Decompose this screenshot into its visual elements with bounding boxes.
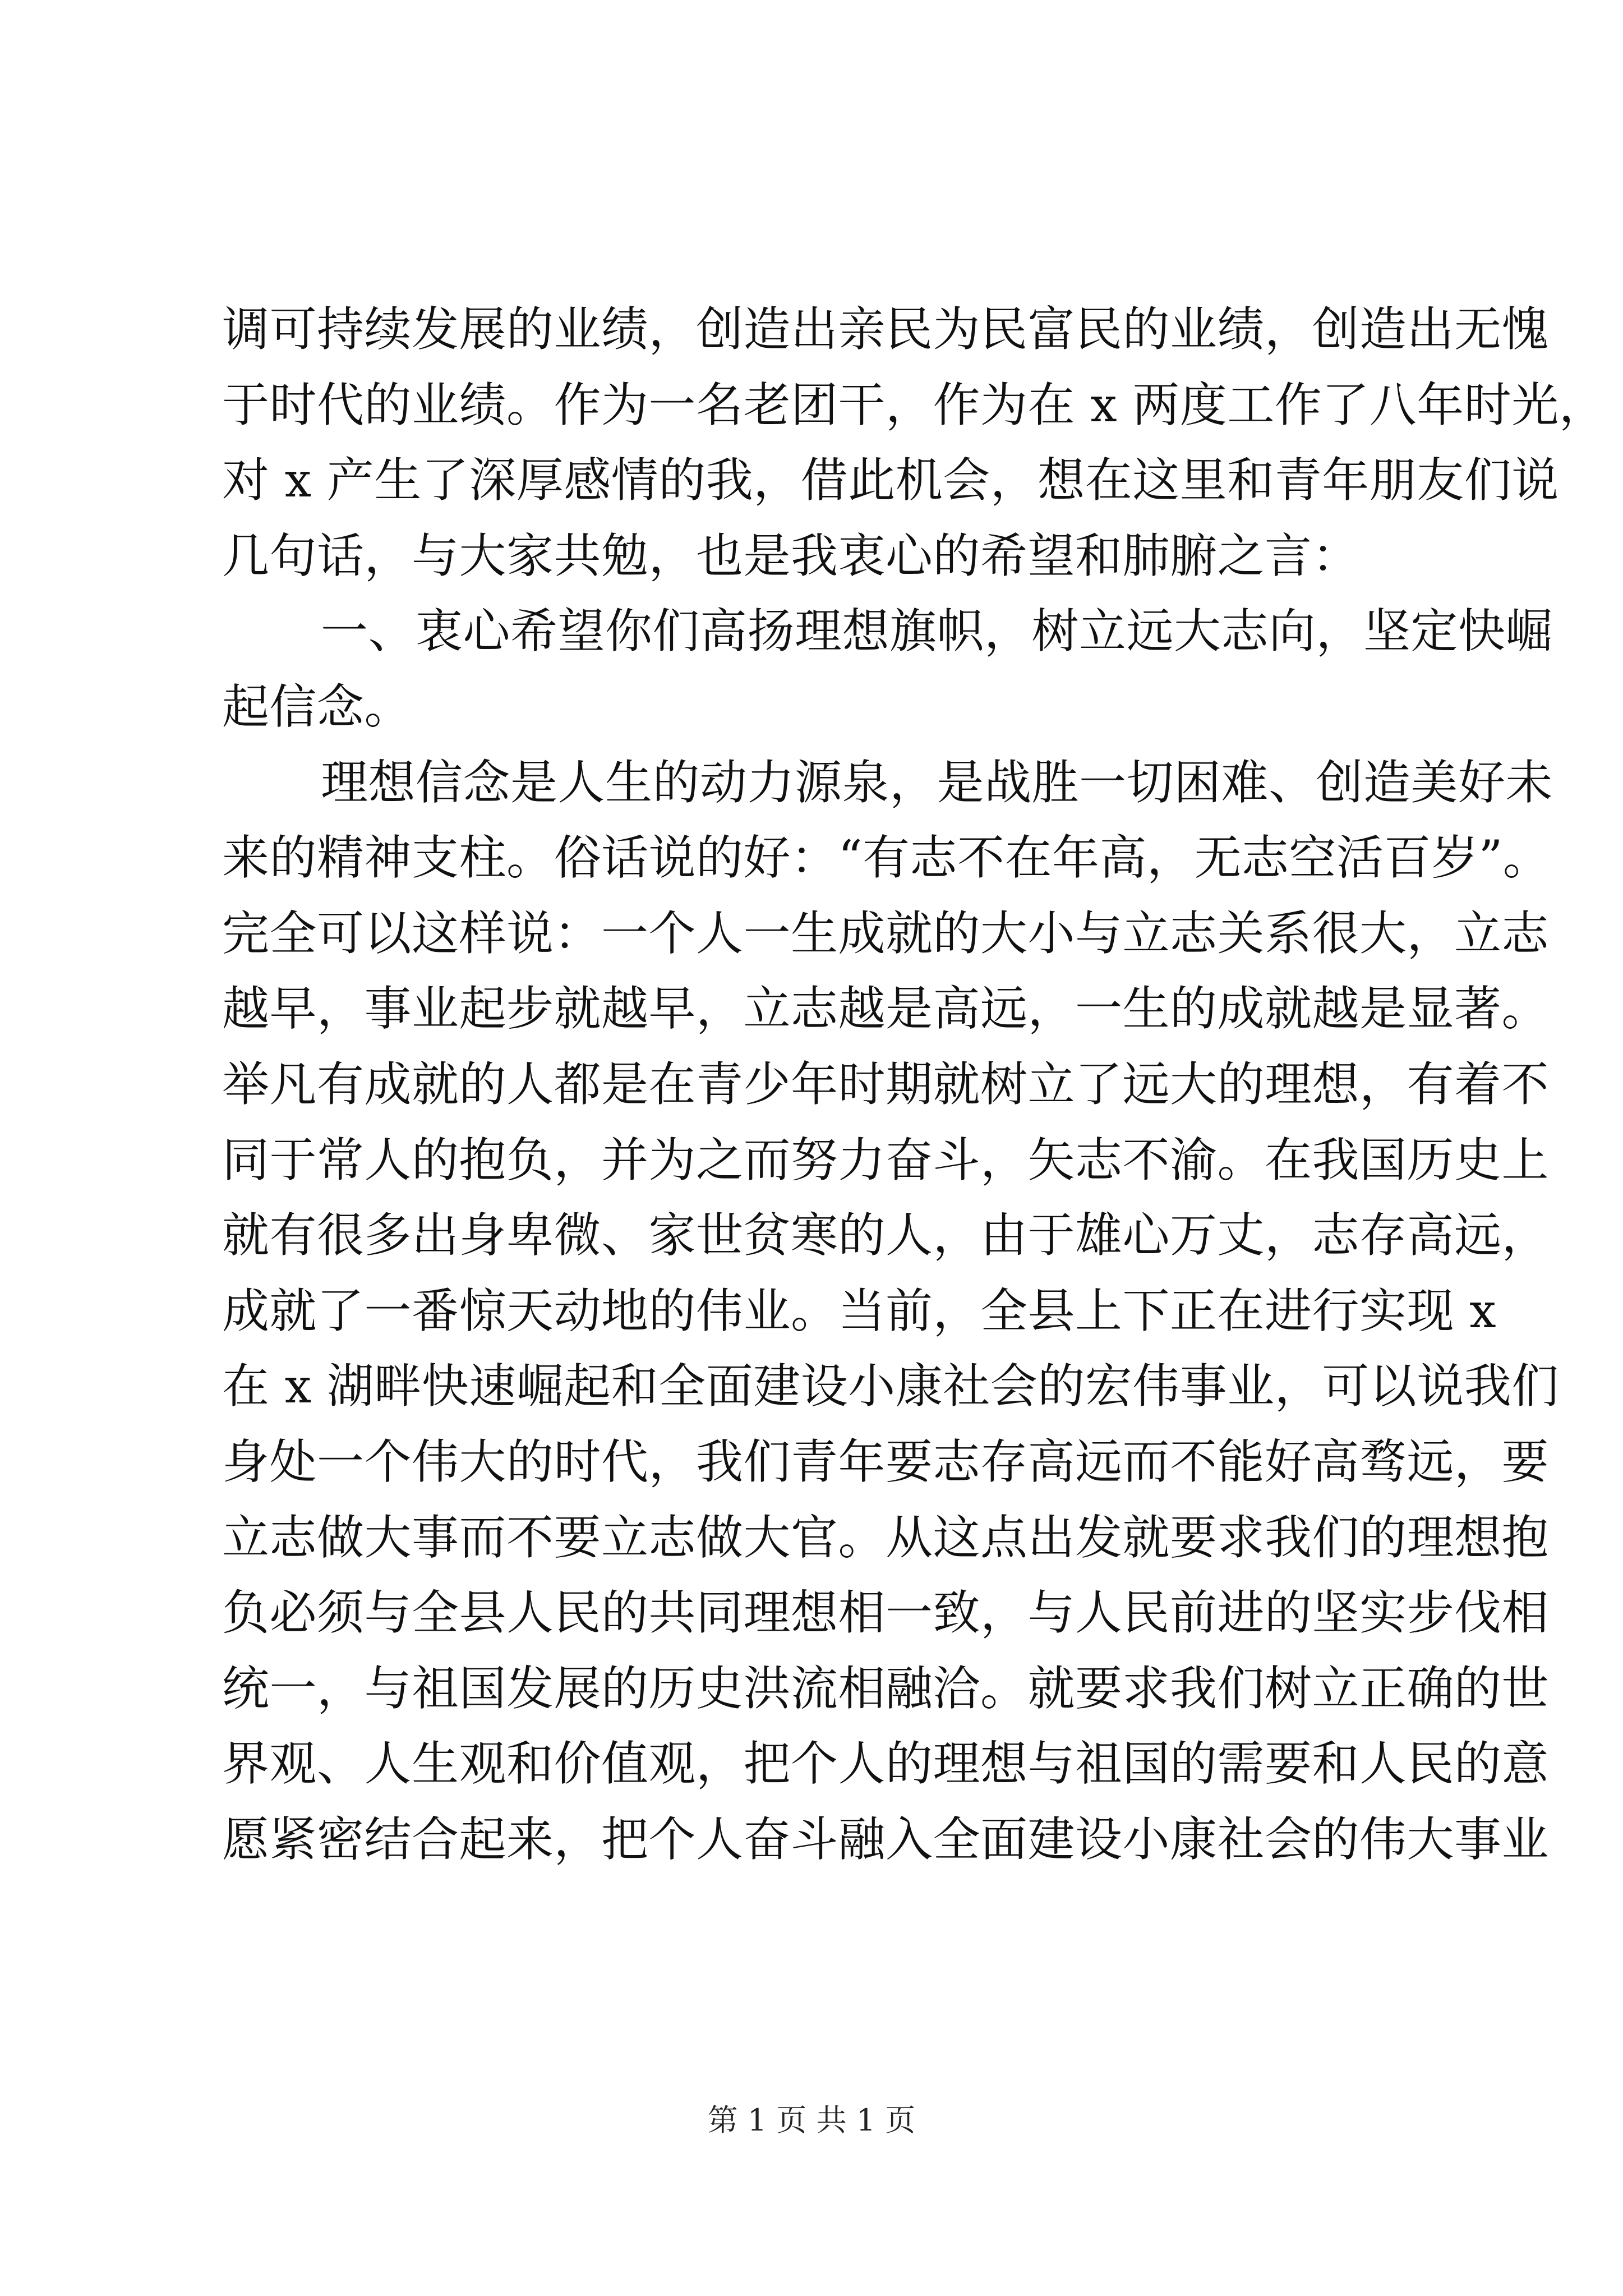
- text-line: 几句话，与大家共勉，也是我衷心的希望和肺腑之言：: [222, 528, 1360, 583]
- text-line: 立志做大事而不要立志做大官。从这点出发就要求我们的理想抱: [222, 1510, 1550, 1565]
- text-line: 在 x 湖畔快速崛起和全面建设小康社会的宏伟事业，可以说我们: [222, 1359, 1559, 1414]
- section-heading-line: 起信念。: [222, 679, 412, 734]
- paragraph-first-line: 理想信念是人生的动力源泉，是战胜一切困难、创造美好未: [321, 754, 1553, 810]
- text-line: 同于常人的抱负，并为之而努力奋斗，矢志不渝。在我国历史上: [222, 1132, 1550, 1188]
- text-line: 越早，事业起步就越早，立志越是高远，一生的成就越是显著。: [222, 981, 1550, 1037]
- text-line: 就有很多出身卑微、家世贫寒的人，由于雄心万丈，志存高远，: [222, 1208, 1550, 1263]
- text-line: 来的精神支柱。俗话说的好：“有志不在年高，无志空活百岁”。: [222, 830, 1551, 886]
- text-line: 调可持续发展的业绩，创造出亲民为民富民的业绩，创造出无愧: [222, 302, 1550, 357]
- text-line: 统一，与祖国发展的历史洪流相融洽。就要求我们树立正确的世: [222, 1660, 1550, 1716]
- page-number-label: 第 1 页 共 1 页: [707, 2102, 916, 2138]
- text-line: 负必须与全县人民的共同理想相一致，与人民前进的坚实步伐相: [222, 1585, 1550, 1641]
- text-line: 愿紧密结合起来，把个人奋斗融入全面建设小康社会的伟大事业: [222, 1811, 1550, 1867]
- text-line: 于时代的业绩。作为一名老团干，作为在 x 两度工作了八年时光，: [222, 377, 1607, 432]
- text-line: 举凡有成就的人都是在青少年时期就树立了远大的理想，有着不: [222, 1056, 1550, 1112]
- text-line: 对 x 产生了深厚感情的我，借此机会，想在这里和青年朋友们说: [222, 453, 1559, 508]
- section-heading-line: 一、衷心希望你们高扬理想旗帜，树立远大志向，坚定快崛: [321, 604, 1553, 659]
- text-line: 成就了一番惊天动地的伟业。当前，全县上下正在进行实现 x: [222, 1283, 1497, 1338]
- text-line: 完全可以这样说：一个人一生成就的大小与立志关系很大，立志: [222, 905, 1550, 961]
- text-line: 界观、人生观和价值观，把个人的理想与祖国的需要和人民的意: [222, 1736, 1550, 1792]
- page-footer: [0, 2101, 1623, 2140]
- text-line: 身处一个伟大的时代，我们青年要志存高远而不能好高骛远，要: [222, 1434, 1550, 1489]
- document-body: [222, 292, 1607, 1877]
